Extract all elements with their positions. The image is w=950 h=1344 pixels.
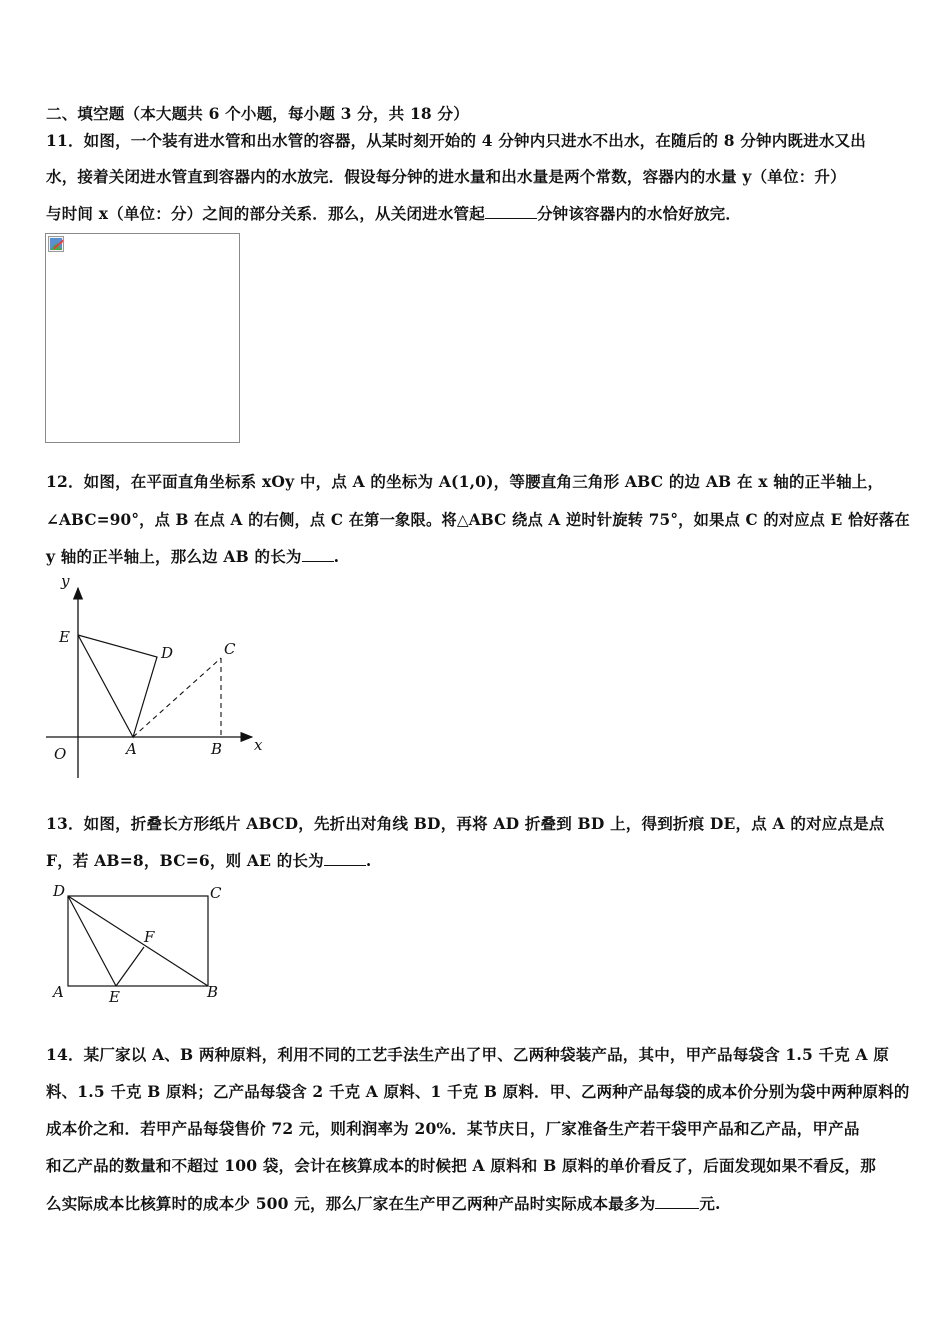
broken-image-icon: [48, 236, 64, 252]
q11-text-after-blank: 分钟该容器内的水恰好放完．: [536, 204, 742, 223]
q14-line-3: 成本价之和．若甲产品每袋售价 72 元，则利润率为 20%．某节庆日，厂家准备生产若干袋甲产品和乙产品，甲产品: [46, 1119, 860, 1138]
q11-line-1: 11．如图，一个装有进水管和出水管的容器，从某时刻开始的 4 分钟内只进水不出水，在随后的 8 分钟内既进水又出: [46, 131, 866, 150]
label-x: x: [254, 736, 263, 754]
label-f: F: [144, 928, 155, 946]
q11-answer-blank: [485, 203, 537, 220]
label-d: D: [161, 644, 174, 662]
q14-answer-blank: [655, 1193, 699, 1210]
label-b: B: [211, 740, 223, 758]
q11-line-3: [46, 202, 741, 224]
q14-text-after-blank: 元.: [699, 1194, 721, 1213]
section-heading: 二、填空题（本大题共 6 个小题，每小题 3 分，共 18 分）: [46, 104, 469, 123]
q13-line-1: 13．如图，折叠长方形纸片 ABCD，先折出对角线 BD，再将 AD 折叠到 BD 上，得到折痕 DE，点 A 的对应点是点: [46, 814, 885, 833]
segment-ac-dashed: [133, 658, 221, 737]
q12-text-before-blank: y 轴的正半轴上，那么边 AB 的长为: [46, 547, 302, 566]
q14-line-1: 14．某厂家以 A、B 两种原料，利用不同的工艺手法生产出了甲、乙两种袋装产品，其中，甲产品每袋含 1.5 千克 A 原: [46, 1045, 890, 1064]
q12-answer-blank: [302, 546, 334, 563]
label-c: C: [210, 884, 222, 902]
label-b: B: [207, 983, 219, 1001]
q14-line-5: [46, 1192, 721, 1214]
label-d: D: [53, 882, 66, 900]
label-a: A: [126, 740, 137, 758]
q12-line-2: ∠ABC=90°，点 B 在点 A 的右侧，点 C 在第一象限。将△ABC 绕点 A 逆时针旋转 75°，如果点 C 的对应点 E 恰好落在: [46, 510, 910, 529]
q12-text-after-blank: .: [333, 547, 340, 566]
q11-line-2: 水，接着关闭进水管直到容器内的水放完．假设每分钟的进水量和出水量是两个常数，容器内的水量 y（单位：升）: [46, 167, 846, 186]
label-y: y: [61, 572, 70, 590]
q13-text-before-blank: F，若 AB=8，BC=6，则 AE 的长为: [46, 851, 324, 870]
q13-rectangle-figure: [48, 878, 228, 1006]
q11-text-before-blank: 与时间 x（单位：分）之间的部分关系．那么，从关闭进水管起: [46, 204, 485, 223]
q11-figure-placeholder: [45, 233, 240, 443]
crease-de: [68, 896, 116, 986]
q13-text-after-blank: .: [365, 851, 372, 870]
label-c: C: [224, 640, 236, 658]
triangle-ade: [78, 635, 157, 737]
diagonal-bd: [68, 896, 208, 986]
q12-line-1: 12．如图，在平面直角坐标系 xOy 中，点 A 的坐标为 A(1,0)，等腰直角三角形 ABC 的边 AB 在 x 轴的正半轴上，: [46, 472, 884, 491]
label-e: E: [59, 628, 70, 646]
q14-line-4: 和乙产品的数量和不超过 100 袋，会计在核算成本的时候把 A 原料和 B 原料的单价看反了，后面发现如果不看反，那: [46, 1156, 876, 1175]
label-a: A: [53, 983, 64, 1001]
q13-answer-blank: [324, 850, 366, 867]
q12-line-3: [46, 545, 339, 567]
q14-text-before-blank: 么实际成本比核算时的成本少 500 元，那么厂家在生产甲乙两种产品时实际成本最多为: [46, 1194, 656, 1213]
q13-line-2: [46, 849, 371, 871]
q14-line-2: 料、1.5 千克 B 原料；乙产品每袋含 2 千克 A 原料、1 千克 B 原料．甲、乙两种产品每袋的成本价分别为袋中两种原料的: [46, 1082, 910, 1101]
label-e: E: [109, 988, 120, 1006]
q12-coordinate-figure: [40, 572, 280, 784]
segment-ef: [116, 947, 144, 986]
label-o: O: [54, 745, 67, 763]
